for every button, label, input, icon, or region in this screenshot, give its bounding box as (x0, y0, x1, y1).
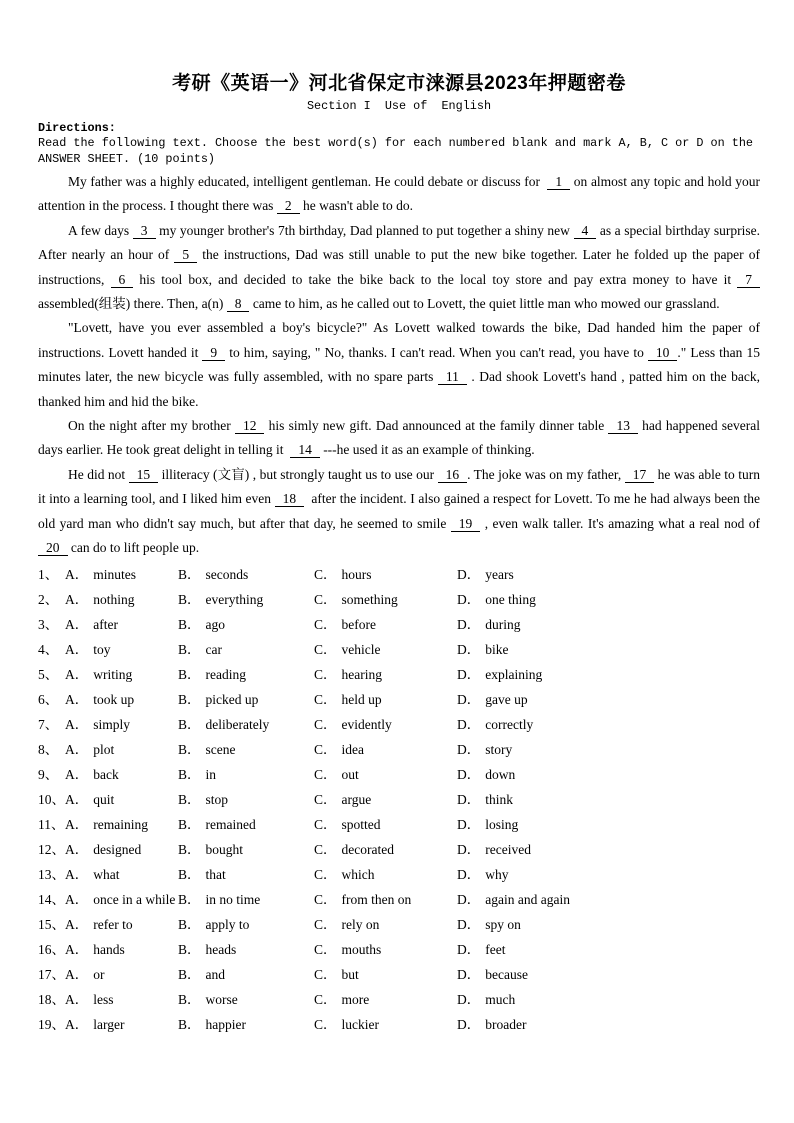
option-cell (65, 937, 178, 962)
option-text: vehicle (341, 641, 381, 657)
option-text: less (93, 991, 114, 1007)
option-text: apply to (205, 916, 250, 932)
option-cell (457, 562, 760, 587)
option-label: C． (314, 691, 337, 707)
option-cell (65, 887, 178, 912)
option-label: C． (314, 616, 337, 632)
question-number: 15、 (38, 916, 65, 932)
option-cell (314, 1012, 457, 1037)
option-label: C． (314, 916, 337, 932)
option-text: plot (93, 741, 115, 757)
option-text: designed (93, 841, 142, 857)
option-cell (314, 987, 457, 1012)
option-text: decorated (341, 841, 394, 857)
option-text: which (341, 866, 375, 882)
passage-paragraph: On the night after my brother 12 his simly new gift. Dad announced at the family dinner table 13 had happened several days earlier. He took great delight in telling it 14 ---he used it as an example of thinking. (38, 418, 764, 458)
option-text: car (205, 641, 222, 657)
option-text: ago (205, 616, 226, 632)
numbered-blank-3: 3 (133, 223, 156, 239)
option-label: A． (65, 791, 89, 807)
option-text: back (93, 766, 119, 782)
option-cell (65, 637, 178, 662)
passage-paragraph: My father was a highly educated, intelligent gentleman. He could debate or discuss for 1 on almost any topic and hold your attention in the process. I thought there was 2 he wasn't able to do. (38, 174, 764, 214)
option-cell (314, 637, 457, 662)
question-number: 1、 (38, 566, 59, 582)
option-cell (178, 787, 314, 812)
question-row (38, 912, 760, 937)
option-text: one thing (485, 591, 536, 607)
option-cell (314, 762, 457, 787)
option-label: A． (65, 766, 89, 782)
option-cell (178, 712, 314, 737)
option-cell (65, 712, 178, 737)
question-row (38, 862, 760, 887)
option-text: mouths (341, 941, 382, 957)
option-text: broader (485, 1016, 527, 1032)
numbered-blank-9: 9 (202, 345, 225, 361)
numbered-blank-4: 4 (574, 223, 597, 239)
option-label: D． (457, 841, 481, 857)
option-text: in (205, 766, 217, 782)
numbered-blank-19: 19 (451, 516, 481, 532)
option-label: A． (65, 991, 89, 1007)
option-text: more (341, 991, 370, 1007)
option-text: feet (485, 941, 506, 957)
option-text: writing (93, 666, 133, 682)
option-label: A． (65, 691, 89, 707)
option-text: story (485, 741, 513, 757)
option-text: spy on (485, 916, 521, 932)
numbered-blank-17: 17 (625, 467, 655, 483)
option-label: B． (178, 591, 201, 607)
option-label: C． (314, 741, 337, 757)
option-cell (457, 962, 760, 987)
numbered-blank-18: 18 (275, 491, 305, 507)
passage-paragraph: A few days 3 my younger brother's 7th birthday, Dad planned to put together a shiny new 4 as a special birthday surprise. After nearly an hour of 5 the instructions, Dad was still unable to put the new bike together. Later he folded up the paper of instructions, 6 his tool box, and decided to take the bike back to the local toy store and pay extra money to have it 7 assembled(组装) there. Then, a(n) 8 came to him, as he called out to Lovett, the quiet little man who mowed our grassland. (38, 222, 764, 312)
option-label: D． (457, 866, 481, 882)
option-label: C． (314, 666, 337, 682)
option-cell (178, 737, 314, 762)
option-text: during (485, 616, 521, 632)
option-cell (65, 562, 178, 587)
option-label: D． (457, 741, 481, 757)
option-label: B． (178, 891, 201, 907)
option-text: picked up (205, 691, 259, 707)
numbered-blank-11: 11 (438, 369, 467, 385)
numbered-blank-8: 8 (227, 296, 250, 312)
option-text: argue (341, 791, 372, 807)
option-text: before (341, 616, 376, 632)
option-cell (457, 662, 760, 687)
option-cell (178, 812, 314, 837)
question-number: 19、 (38, 1016, 65, 1032)
option-cell (65, 962, 178, 987)
option-cell (178, 962, 314, 987)
option-label: C． (314, 791, 337, 807)
option-label: D． (457, 616, 481, 632)
option-text: everything (205, 591, 264, 607)
option-cell (178, 837, 314, 862)
option-cell (65, 762, 178, 787)
option-text: larger (93, 1016, 125, 1032)
question-number: 3、 (38, 616, 59, 632)
option-text: and (205, 966, 226, 982)
option-text: quit (93, 791, 115, 807)
numbered-blank-12: 12 (235, 418, 265, 434)
option-text: down (485, 766, 516, 782)
option-cell (314, 712, 457, 737)
option-label: B． (178, 816, 201, 832)
option-label: C． (314, 966, 337, 982)
option-text: held up (341, 691, 382, 707)
option-text: correctly (485, 716, 534, 732)
option-cell (314, 737, 457, 762)
option-text: heads (205, 941, 237, 957)
option-cell (314, 887, 457, 912)
option-cell (65, 912, 178, 937)
option-text: think (485, 791, 514, 807)
option-cell (457, 737, 760, 762)
option-text: received (485, 841, 531, 857)
option-cell (178, 862, 314, 887)
option-text: gave up (485, 691, 528, 707)
option-cell (178, 987, 314, 1012)
option-text: but (341, 966, 359, 982)
option-text: out (341, 766, 359, 782)
option-label: C． (314, 1016, 337, 1032)
question-number: 8、 (38, 741, 59, 757)
option-text: why (485, 866, 509, 882)
option-label: D． (457, 691, 481, 707)
option-label: B． (178, 641, 201, 657)
option-label: A． (65, 941, 89, 957)
option-label: C． (314, 716, 337, 732)
option-cell (314, 812, 457, 837)
option-label: C． (314, 566, 337, 582)
option-label: D． (457, 991, 481, 1007)
option-label: A． (65, 641, 89, 657)
option-text: remained (205, 816, 256, 832)
numbered-blank-20: 20 (38, 540, 68, 556)
option-cell (314, 662, 457, 687)
question-row (38, 837, 760, 862)
directions-text: Read the following text. Choose the best word(s) for each numbered blank and mark A, B, C or D on the ANSWER SHEET. (10 points) (38, 136, 761, 166)
option-text: bought (205, 841, 244, 857)
question-row (38, 762, 760, 787)
option-text: bike (485, 641, 509, 657)
option-text: evidently (341, 716, 392, 732)
numbered-blank-6: 6 (111, 272, 134, 288)
option-label: D． (457, 791, 481, 807)
option-label: B． (178, 916, 201, 932)
option-text: reading (205, 666, 246, 682)
option-cell (314, 837, 457, 862)
option-cell (65, 687, 178, 712)
option-label: B． (178, 791, 201, 807)
option-text: hands (93, 941, 125, 957)
option-text: something (341, 591, 398, 607)
directions-label: Directions: (38, 121, 116, 135)
option-label: C． (314, 641, 337, 657)
question-number: 4、 (38, 641, 59, 657)
question-number: 18、 (38, 991, 65, 1007)
option-text: happier (205, 1016, 246, 1032)
option-cell (178, 887, 314, 912)
option-cell (314, 962, 457, 987)
option-cell (457, 762, 760, 787)
option-label: D． (457, 891, 481, 907)
option-label: A． (65, 966, 89, 982)
option-cell (457, 612, 760, 637)
option-text: losing (485, 816, 519, 832)
option-text: once in a while (93, 891, 176, 907)
option-text: or (93, 966, 105, 982)
numbered-blank-2: 2 (277, 198, 300, 214)
option-text: in no time (205, 891, 261, 907)
question-number: 16、 (38, 941, 65, 957)
option-cell (457, 1012, 760, 1037)
question-number: 13、 (38, 866, 65, 882)
question-number: 9、 (38, 766, 59, 782)
question-number: 14、 (38, 891, 65, 907)
question-number: 5、 (38, 666, 59, 682)
question-row (38, 562, 760, 587)
option-text: simply (93, 716, 131, 732)
option-text: stop (205, 791, 229, 807)
option-cell (457, 637, 760, 662)
option-cell (457, 812, 760, 837)
option-label: D． (457, 966, 481, 982)
option-cell (65, 862, 178, 887)
option-cell (457, 937, 760, 962)
numbered-blank-15: 15 (129, 467, 159, 483)
option-text: took up (93, 691, 135, 707)
option-cell (457, 587, 760, 612)
option-cell (178, 562, 314, 587)
option-label: A． (65, 891, 89, 907)
page-title: 考研《英语一》河北省保定市涞源县2023年押题密卷 (172, 73, 626, 94)
option-cell (314, 862, 457, 887)
question-number: 11、 (38, 816, 65, 832)
option-cell (314, 687, 457, 712)
option-text: remaining (93, 816, 148, 832)
question-number: 6、 (38, 691, 59, 707)
option-label: C． (314, 841, 337, 857)
option-label: C． (314, 991, 337, 1007)
option-label: A． (65, 716, 89, 732)
option-text: that (205, 866, 226, 882)
numbered-blank-13: 13 (608, 418, 638, 434)
option-label: D． (457, 716, 481, 732)
option-label: C． (314, 766, 337, 782)
option-cell (457, 987, 760, 1012)
option-text: hearing (341, 666, 382, 682)
option-text: explaining (485, 666, 543, 682)
option-cell (178, 912, 314, 937)
option-label: B． (178, 666, 201, 682)
numbered-blank-1: 1 (547, 174, 570, 190)
option-text: after (93, 616, 118, 632)
option-label: A． (65, 841, 89, 857)
option-text: minutes (93, 566, 136, 582)
passage (38, 170, 764, 561)
option-label: D． (457, 766, 481, 782)
question-row (38, 662, 760, 687)
option-text: because (485, 966, 528, 982)
option-label: B． (178, 966, 201, 982)
option-cell (178, 687, 314, 712)
option-label: B． (178, 991, 201, 1007)
option-label: B． (178, 566, 201, 582)
option-text: worse (205, 991, 238, 1007)
option-label: A． (65, 816, 89, 832)
option-text: seconds (205, 566, 249, 582)
option-label: D． (457, 1016, 481, 1032)
option-text: hours (341, 566, 372, 582)
option-cell (457, 887, 760, 912)
option-cell (457, 912, 760, 937)
question-row (38, 587, 760, 612)
question-row (38, 962, 760, 987)
option-cell (314, 587, 457, 612)
option-label: A． (65, 741, 89, 757)
option-cell (457, 712, 760, 737)
option-label: D． (457, 666, 481, 682)
option-text: rely on (341, 916, 380, 932)
question-row (38, 737, 760, 762)
option-cell (65, 812, 178, 837)
question-list (38, 562, 760, 1037)
option-cell (178, 662, 314, 687)
question-row (38, 687, 760, 712)
question-number: 2、 (38, 591, 59, 607)
question-row (38, 987, 760, 1012)
option-cell (65, 787, 178, 812)
option-cell (314, 612, 457, 637)
option-text: deliberately (205, 716, 270, 732)
option-cell (178, 612, 314, 637)
option-label: B． (178, 841, 201, 857)
option-cell (65, 612, 178, 637)
option-cell (65, 737, 178, 762)
option-label: D． (457, 916, 481, 932)
option-text: years (485, 566, 514, 582)
option-label: B． (178, 941, 201, 957)
option-cell (178, 587, 314, 612)
passage-paragraph: He did not 15 illiteracy (文盲) , but strongly taught us to use our 16 . The joke was on my father, 17 he was able to turn it into a learning tool, and I liked him even 18 after the incident. I also gained a respect for Lovett. To me he had always been the old yard man who didn't say much, but after that day, he seemed to smile 19 , even walk taller. It's amazing what a real nod of 20 can do to lift people up. (38, 466, 764, 556)
option-text: refer to (93, 916, 133, 932)
question-row (38, 712, 760, 737)
option-label: C． (314, 941, 337, 957)
option-label: B． (178, 716, 201, 732)
option-label: A． (65, 1016, 89, 1032)
option-label: A． (65, 866, 89, 882)
option-cell (314, 787, 457, 812)
option-cell (178, 762, 314, 787)
option-cell (457, 687, 760, 712)
numbered-blank-10: 10 (648, 345, 678, 361)
question-number: 12、 (38, 841, 65, 857)
option-label: B． (178, 1016, 201, 1032)
option-label: C． (314, 816, 337, 832)
option-label: A． (65, 566, 89, 582)
option-cell (457, 787, 760, 812)
option-cell (178, 637, 314, 662)
option-cell (314, 912, 457, 937)
question-row (38, 812, 760, 837)
option-label: C． (314, 891, 337, 907)
option-cell (65, 587, 178, 612)
question-row (38, 1012, 760, 1037)
question-row (38, 887, 760, 912)
option-label: B． (178, 616, 201, 632)
numbered-blank-16: 16 (438, 467, 468, 483)
option-text: luckier (341, 1016, 379, 1032)
option-label: D． (457, 641, 481, 657)
option-label: B． (178, 741, 201, 757)
option-cell (65, 987, 178, 1012)
question-number: 10、 (38, 791, 65, 807)
option-label: C． (314, 591, 337, 607)
passage-paragraph: "Lovett, have you ever assembled a boy's bicycle?" As Lovett walked towards the bike, Dad handed him the paper of instructions. Lovett handed it 9 to him, saying, " No, thanks. I can't read. When you can't read, you have to 10 ." Less than 15 minutes later, the new bicycle was fully assembled, with no spare parts 11 . Dad shook Lovett's hand , patted him on the back, thanked him and hid the bike. (38, 320, 764, 409)
option-label: A． (65, 591, 89, 607)
option-cell (65, 662, 178, 687)
section-heading: Section I Use of English (306, 99, 492, 113)
question-row (38, 637, 760, 662)
option-cell (178, 1012, 314, 1037)
option-text: much (485, 991, 516, 1007)
option-text: from then on (341, 891, 412, 907)
question-number: 17、 (38, 966, 65, 982)
option-text: again and again (485, 891, 570, 907)
option-label: B． (178, 691, 201, 707)
option-label: B． (178, 766, 201, 782)
option-text: toy (93, 641, 111, 657)
option-label: B． (178, 866, 201, 882)
option-label: D． (457, 941, 481, 957)
option-cell (65, 1012, 178, 1037)
option-cell (178, 937, 314, 962)
question-number: 7、 (38, 716, 59, 732)
numbered-blank-14: 14 (290, 442, 320, 458)
option-text: idea (341, 741, 365, 757)
question-row (38, 612, 760, 637)
numbered-blank-7: 7 (737, 272, 760, 288)
option-cell (314, 562, 457, 587)
option-text: what (93, 866, 120, 882)
option-cell (457, 837, 760, 862)
option-text: scene (205, 741, 236, 757)
option-text: nothing (93, 591, 135, 607)
option-cell (314, 937, 457, 962)
option-cell (457, 862, 760, 887)
numbered-blank-5: 5 (174, 247, 197, 263)
option-label: A． (65, 916, 89, 932)
option-cell (65, 837, 178, 862)
option-text: spotted (341, 816, 381, 832)
option-label: D． (457, 816, 481, 832)
question-row (38, 937, 760, 962)
option-label: A． (65, 666, 89, 682)
option-label: D． (457, 566, 481, 582)
option-label: C． (314, 866, 337, 882)
option-label: A． (65, 616, 89, 632)
question-row (38, 787, 760, 812)
option-label: D． (457, 591, 481, 607)
